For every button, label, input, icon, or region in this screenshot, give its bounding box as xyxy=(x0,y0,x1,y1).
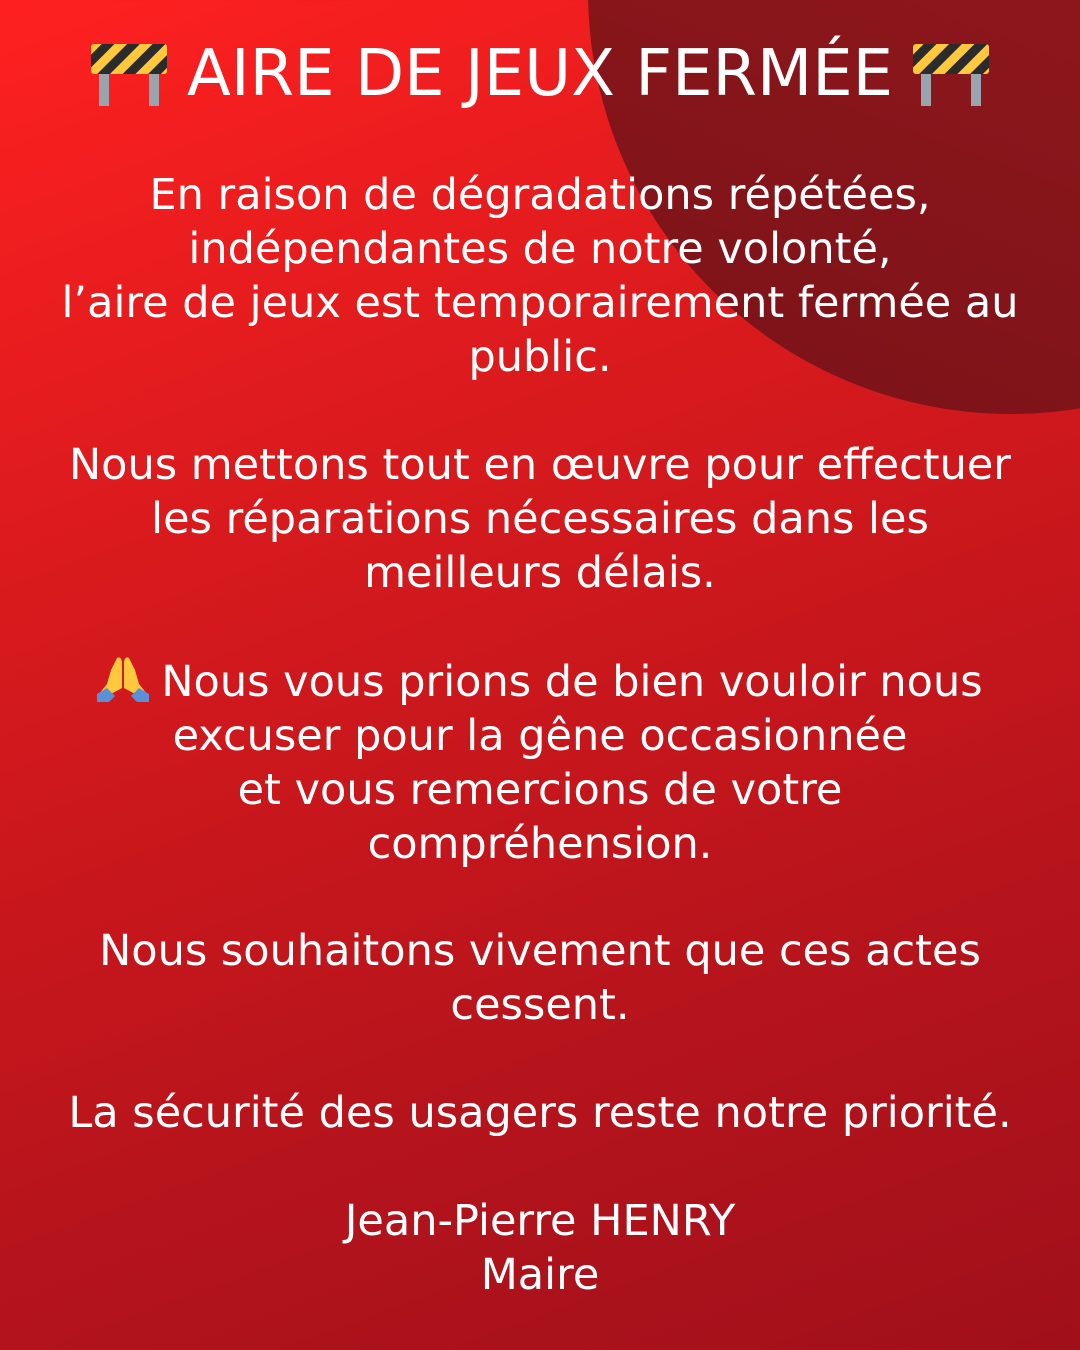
folded-hands-icon xyxy=(97,654,149,702)
text-line: l’aire de jeux est temporairement fermée au xyxy=(61,278,1019,328)
text-line: excuser pour la gêne occasionnée xyxy=(172,711,908,761)
text-line: La sécurité des usagers reste notre priorité. xyxy=(68,1088,1012,1138)
text-line: cessent. xyxy=(450,980,630,1030)
signature-block xyxy=(20,1194,1060,1302)
text-line: En raison de dégradations répétées, xyxy=(149,170,931,220)
text-line: Nous mettons tout en œuvre pour effectuer xyxy=(69,440,1011,490)
text-line: et vous remercions de votre xyxy=(237,765,843,815)
text-line: indépendantes de notre volonté, xyxy=(188,224,892,274)
paragraph-apology xyxy=(20,654,1060,871)
paragraph-wish xyxy=(20,924,1060,1032)
paragraph-safety xyxy=(20,1086,1060,1140)
construction-barrier-icon xyxy=(91,42,167,106)
signature-name: Jean-Pierre HENRY xyxy=(344,1196,736,1246)
signature-role: Maire xyxy=(480,1250,600,1300)
text-line: public. xyxy=(468,332,612,382)
text-line-with-icon xyxy=(20,654,1060,709)
text-line: les réparations nécessaires dans les xyxy=(151,494,929,544)
notice-title xyxy=(0,34,1080,114)
text-line: Nous souhaitons vivement que ces actes xyxy=(99,926,981,976)
construction-barrier-icon xyxy=(913,42,989,106)
paragraph-closure-reason xyxy=(20,168,1060,384)
title-text: AIRE DE JEUX FERMÉE xyxy=(186,37,894,111)
text-line: meilleurs délais. xyxy=(364,548,716,598)
paragraph-repairs xyxy=(20,438,1060,600)
text-line: Nous vous prions de bien vouloir nous xyxy=(161,657,983,707)
text-line: compréhension. xyxy=(367,819,713,869)
